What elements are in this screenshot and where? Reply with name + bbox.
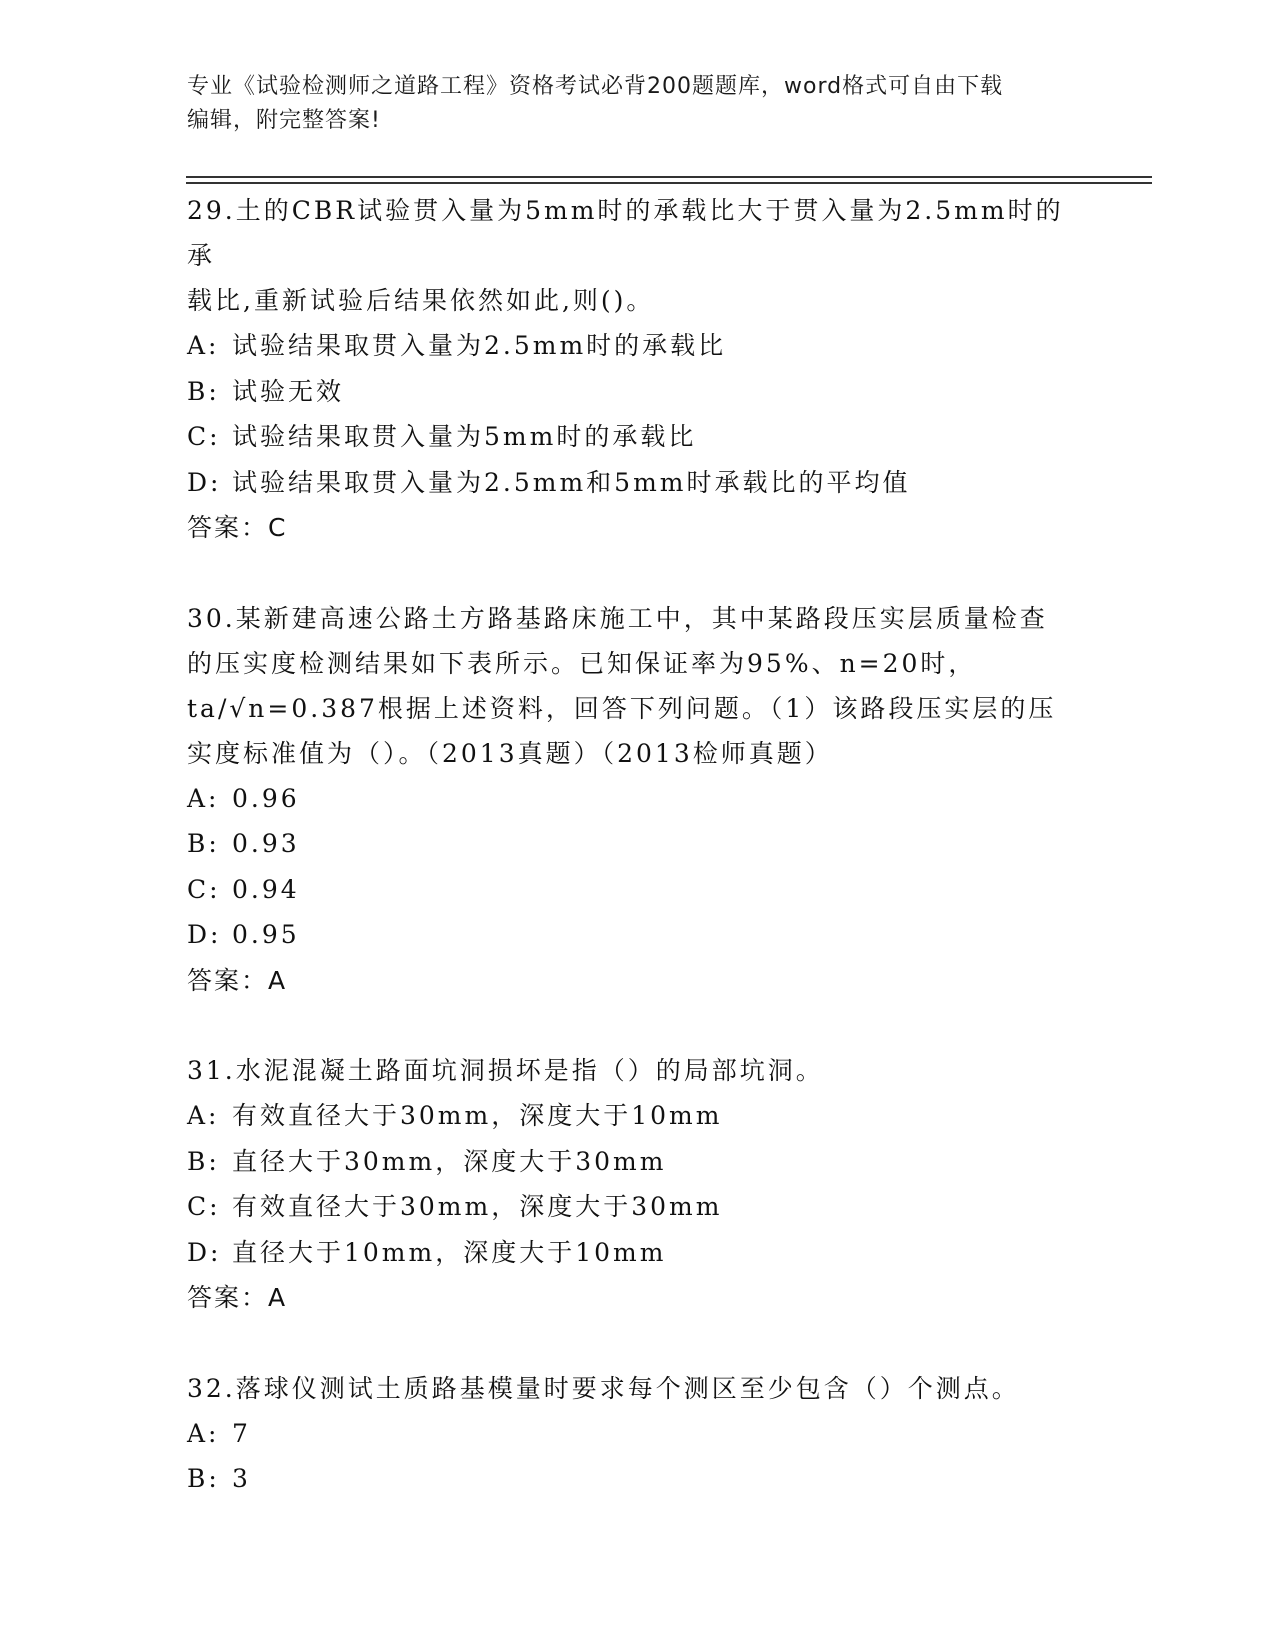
option-text: 7 <box>232 1418 251 1448</box>
option-a <box>187 776 1087 822</box>
header-line-1: 专业《试验检测师之道路工程》资格考试必背200题题库，word格式可自由下载 <box>187 74 1004 99</box>
option-text: 试验结果取贯入量为5mm时的承载比 <box>232 422 697 451</box>
option-text: 有效直径大于30mm，深度大于10mm <box>232 1101 723 1130</box>
question-31 <box>187 1048 1087 1321</box>
question-text-line: 实度标准值为（）。（2013真题）（2013检师真题） <box>187 738 833 768</box>
option-letter: A: <box>187 783 220 813</box>
question-32 <box>187 1366 1087 1502</box>
option-letter: A: <box>187 331 220 360</box>
question-text-line: 30.某新建高速公路土方路基路床施工中，其中某路段压实层质量检查 <box>187 603 1048 633</box>
answer-text: 答案：A <box>187 1283 288 1312</box>
option-letter: B: <box>187 829 220 858</box>
option-text: 试验无效 <box>232 376 345 406</box>
question-text-line: 31.水泥混凝土路面坑洞损坏是指（）的局部坑洞。 <box>187 1056 824 1085</box>
question-text-line: 32.落球仪测试土质路基模量时要求每个测区至少包含（）个测点。 <box>187 1373 1020 1403</box>
question-spacer <box>187 551 1087 596</box>
option-b <box>187 1139 1087 1185</box>
option-text: 直径大于10mm，深度大于10mm <box>232 1237 667 1267</box>
option-b <box>187 369 1087 415</box>
option-a <box>187 1411 1087 1457</box>
answer-text: 答案：C <box>187 513 288 542</box>
question-text-line: 29.土的CBR试验贯入量为5mm时的承载比大于贯入量为2.5mm时的承 <box>187 196 1064 270</box>
answer-text: 答案：A <box>187 965 288 995</box>
question-list <box>187 188 1087 1502</box>
option-letter: A: <box>187 1101 220 1130</box>
option-text: 0.94 <box>232 874 300 904</box>
header-divider-bottom <box>186 182 1152 184</box>
question-29 <box>187 188 1087 551</box>
question-spacer <box>187 1321 1087 1366</box>
option-text: 0.96 <box>232 783 300 813</box>
option-d <box>187 460 1087 506</box>
option-letter: B: <box>187 1464 220 1493</box>
document-header <box>187 70 1087 138</box>
question-text-line: 载比,重新试验后结果依然如此,则()。 <box>187 286 655 315</box>
option-c <box>187 867 1087 913</box>
option-a <box>187 323 1087 369</box>
option-text: 试验结果取贯入量为2.5mm和5mm时承载比的平均值 <box>232 467 911 497</box>
header-line-2: 编辑，附完整答案! <box>187 108 381 133</box>
option-text: 试验结果取贯入量为2.5mm时的承载比 <box>232 331 727 360</box>
option-letter: B: <box>187 1146 220 1176</box>
question-spacer <box>187 1003 1087 1048</box>
option-b <box>187 821 1087 867</box>
option-letter: D: <box>187 920 222 949</box>
question-text-line: ta/√n=0.387根据上述资料，回答下列问题。（1）该路段压实层的压 <box>187 693 1057 723</box>
header-divider-top <box>186 176 1152 178</box>
option-text: 0.95 <box>232 920 300 949</box>
option-letter: D: <box>187 467 222 497</box>
option-c <box>187 414 1087 460</box>
option-letter: C: <box>187 422 221 451</box>
question-30 <box>187 596 1087 1004</box>
option-b <box>187 1456 1087 1502</box>
option-letter: D: <box>187 1237 222 1267</box>
option-letter: B: <box>187 376 220 406</box>
option-d <box>187 1230 1087 1276</box>
option-letter: C: <box>187 874 221 904</box>
question-text-line: 的压实度检测结果如下表所示。已知保证率为95%、n=20时， <box>187 648 977 678</box>
option-letter: C: <box>187 1192 221 1221</box>
option-text: 3 <box>232 1464 251 1493</box>
option-a <box>187 1093 1087 1139</box>
option-text: 0.93 <box>232 829 300 858</box>
option-text: 有效直径大于30mm，深度大于30mm <box>232 1192 723 1221</box>
option-c <box>187 1184 1087 1230</box>
option-d <box>187 912 1087 958</box>
option-letter: A: <box>187 1418 220 1448</box>
option-text: 直径大于30mm，深度大于30mm <box>232 1146 667 1176</box>
